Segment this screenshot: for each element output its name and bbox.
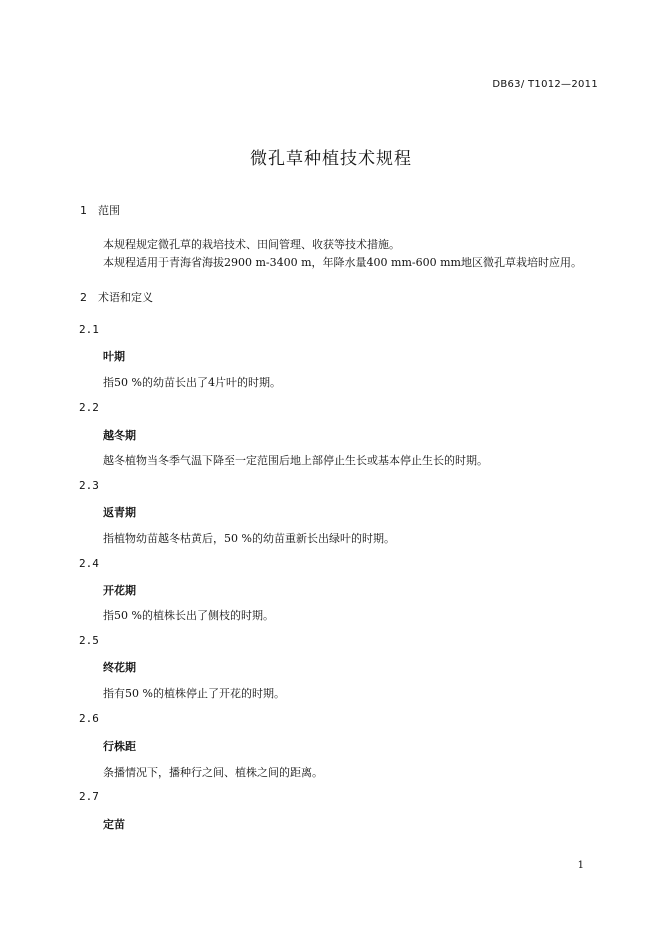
term-number: 2.2: [79, 401, 99, 414]
term-definition: 指有50 %的植株停止了开花的时期。: [103, 687, 285, 700]
term-definition: 指50 %的植株长出了侧枝的时期。: [103, 609, 274, 622]
term-name: 定苗: [103, 818, 125, 831]
term-name: 开花期: [103, 584, 136, 597]
document-title: 微孔草种植技术规程: [250, 149, 412, 169]
section-title: 范围: [98, 204, 120, 217]
term-number: 2.7: [79, 790, 99, 803]
section-number: 1: [80, 204, 87, 217]
term-definition: 越冬植物当冬季气温下降至一定范围后地上部停止生长或基本停止生长的时期。: [103, 454, 488, 467]
term-number: 2.5: [79, 634, 99, 647]
scope-paragraph-2: 本规程适用于青海省海拔2900 m-3400 m，年降水量400 mm-600 mm地区微孔草栽培时应用。: [103, 256, 582, 269]
section-heading-scope: [80, 202, 120, 218]
term-name: 返青期: [103, 506, 136, 519]
term-number: 2.1: [79, 323, 99, 336]
section-heading-terms: [80, 289, 153, 305]
term-definition: 指植物幼苗越冬枯黄后，50 %的幼苗重新长出绿叶的时期。: [103, 532, 395, 545]
term-number: 2.4: [79, 557, 99, 570]
standard-code: DB63/ T1012—2011: [492, 79, 598, 90]
term-name: 叶期: [103, 350, 125, 363]
term-number: 2.3: [79, 479, 99, 492]
term-definition: 指50 %的幼苗长出了4片叶的时期。: [103, 376, 281, 389]
term-name: 越冬期: [103, 429, 136, 442]
term-definition: 条播情况下，播种行之间、植株之间的距离。: [103, 766, 323, 779]
term-name: 终花期: [103, 661, 136, 674]
scope-paragraph-1: 本规程规定微孔草的栽培技术、田间管理、收获等技术措施。: [103, 238, 400, 251]
section-number: 2: [80, 291, 87, 304]
page-number: 1: [577, 860, 584, 871]
term-name: 行株距: [103, 740, 136, 753]
term-number: 2.6: [79, 712, 99, 725]
section-title: 术语和定义: [98, 291, 153, 304]
